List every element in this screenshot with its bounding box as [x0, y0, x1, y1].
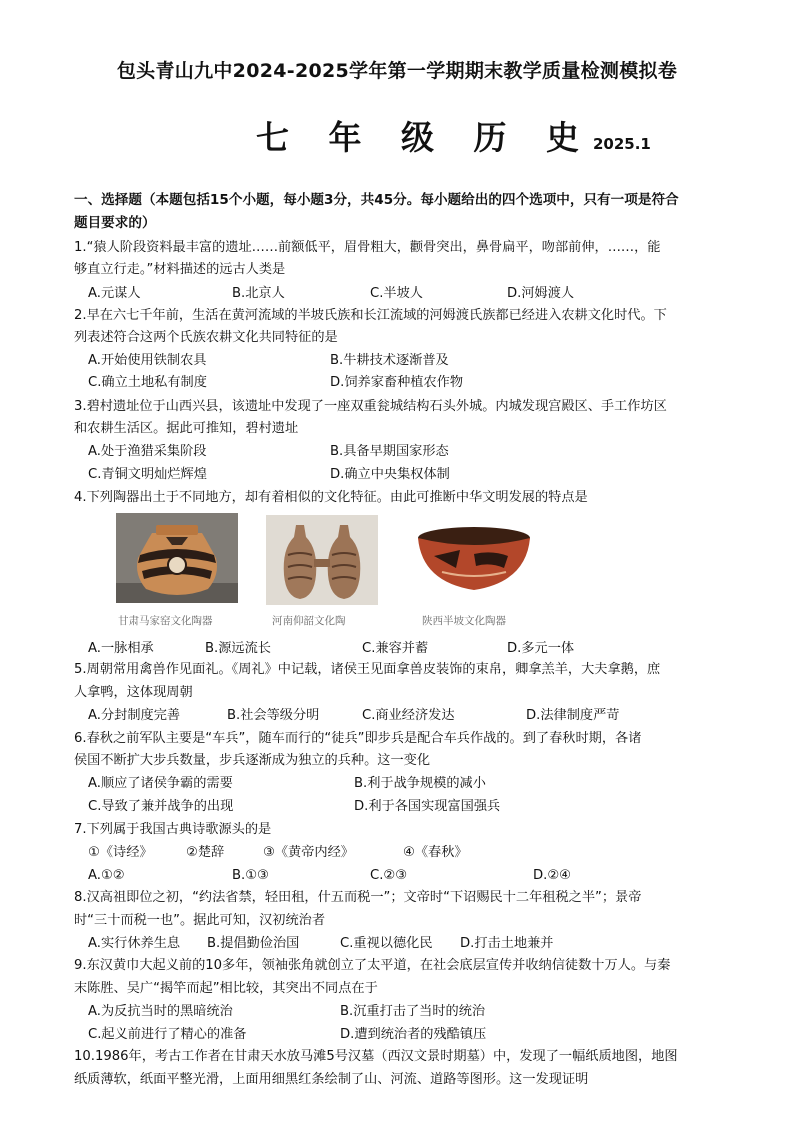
q4-stem-line1: 4.下列陶器出土于不同地方，却有着相似的文化特征。由此可推断中华文明发展的特点是: [74, 490, 588, 505]
q1-option-d[interactable]: D.河姆渡人: [507, 286, 575, 301]
section-heading-line2: 题目要求的）: [74, 215, 156, 231]
q3-option-c[interactable]: C.青铜文明灿烂辉煌: [88, 467, 207, 482]
q6-option-c[interactable]: C.导致了兼并战争的出现: [88, 799, 234, 814]
q4-option-d[interactable]: D.多元一体: [507, 641, 575, 656]
q4-option-c[interactable]: C.兼容并蓄: [362, 641, 429, 656]
exam-date: 2025.1: [592, 135, 651, 153]
q6-stem-line1: 6.春秋之前军队主要是“车兵”，随车而行的“徒兵”即步兵是配合车兵作战的。到了春秋时期，各诸: [74, 731, 642, 746]
q5-option-d[interactable]: D.法律制度严苛: [526, 708, 620, 723]
q2-stem-line2: 列表述符合这两个氏族农耕文化共同特征的是: [74, 330, 338, 345]
q7-option-a[interactable]: A.①②: [88, 868, 125, 883]
q7-item-2: ②楚辞: [186, 845, 225, 860]
q8-option-c[interactable]: C.重视以德化民: [340, 936, 433, 951]
q6-stem-line2: 侯国不断扩大步兵数量，步兵逐渐成为独立的兵种。这一变化: [74, 753, 431, 768]
q4-caption-yangshao: 河南仰韶文化陶: [272, 615, 346, 627]
subject-title: [256, 112, 651, 159]
q2-option-b[interactable]: B.牛耕技术逐渐普及: [330, 353, 449, 368]
q2-stem-line1: 2.早在六七千年前，生活在黄河流域的半坡氏族和长江流域的河姆渡氏族都已经进入农耕文化时代。下: [74, 308, 667, 323]
q1-stem-line1: 1.“猿人阶段资料最丰富的遗址……前额低平，眉骨粗大，颧骨突出，鼻骨扁平，吻部前伸，……，能: [74, 240, 661, 255]
q3-option-d[interactable]: D.确立中央集权体制: [330, 467, 450, 482]
q7-item-1: ①《诗经》: [88, 845, 153, 860]
q7-option-c[interactable]: C.②③: [370, 868, 408, 883]
q1-stem-line2: 够直立行走。”材料描述的远古人类是: [74, 262, 286, 277]
q2-option-c[interactable]: C.确立土地私有制度: [88, 375, 207, 390]
q5-option-c[interactable]: C.商业经济发达: [362, 708, 455, 723]
q8-stem-line2: 时“三十而税一也”。据此可知，汉初统治者: [74, 913, 326, 928]
q2-option-d[interactable]: D.饲养家畜种植农作物: [330, 375, 464, 390]
q8-option-b[interactable]: B.提倡勤俭治国: [207, 936, 300, 951]
q7-option-b[interactable]: B.①③: [232, 868, 269, 883]
q5-option-a[interactable]: A.分封制度完善: [88, 708, 181, 723]
q1-option-a[interactable]: A.元谋人: [88, 286, 141, 301]
q9-stem-line2: 末陈胜、吴广“揭竿而起”相比较，其突出不同点在于: [74, 981, 378, 996]
q6-option-a[interactable]: A.顺应了诸侯争霸的需要: [88, 776, 233, 791]
q4-caption-banpo: 陕西半坡文化陶器: [422, 615, 506, 627]
q7-item-4: ④《春秋》: [403, 845, 468, 860]
q3-option-b[interactable]: B.具备早期国家形态: [330, 444, 449, 459]
q2-option-a[interactable]: A.开始使用铁制农具: [88, 353, 207, 368]
section-heading-line1: 一、选择题（本题包括15个小题，每小题3分，共45分。每小题给出的四个选项中，只有一项是符合: [74, 192, 679, 208]
q3-stem-line2: 和农耕生活区。据此可推知，碧村遗址: [74, 421, 299, 436]
school-title: 包头青山九中2024-2025学年第一学期期末教学质量检测模拟卷: [116, 60, 678, 82]
q4-option-b[interactable]: B.源远流长: [205, 641, 271, 656]
q7-stem-line1: 7.下列属于我国古典诗歌源头的是: [74, 822, 272, 837]
q9-option-c[interactable]: C.起义前进行了精心的准备: [88, 1027, 247, 1042]
q9-option-d[interactable]: D.遭到统治者的残酷镇压: [340, 1027, 487, 1042]
q4-option-a[interactable]: A.一脉相承: [88, 641, 154, 656]
q8-stem-line1: 8.汉高祖即位之初，“约法省禁，轻田租，什五而税一”；文帝时“下诏赐民十二年租税之半”；景帝: [74, 890, 642, 905]
subject-title-text: 七 年 级 历 史: [256, 118, 593, 157]
q1-option-b[interactable]: B.北京人: [232, 286, 285, 301]
q10-stem-line1: 10.1986年，考古工作者在甘肃天水放马滩5号汉墓（西汉文景时期墓）中，发现了一幅纸质地图，地图: [74, 1049, 678, 1064]
q9-stem-line1: 9.东汉黄巾大起义前的10多年，领袖张角就创立了太平道，在社会底层宣传并收纳信徒数十万人。与秦: [74, 958, 671, 973]
q5-stem-line2: 人拿鸭，这体现周朝: [74, 685, 193, 700]
q9-option-a[interactable]: A.为反抗当时的黑暗统治: [88, 1004, 233, 1019]
q10-stem-line2: 纸质薄软，纸面平整光滑，上面用细黑红条绘制了山、河流、道路等图形。这一发现证明: [74, 1072, 589, 1087]
yangshao-pottery-photo: [266, 515, 378, 605]
majiayao-pottery-photo: [116, 513, 238, 603]
q8-option-a[interactable]: A.实行休养生息: [88, 936, 181, 951]
q5-stem-line1: 5.周朝常用禽兽作见面礼。《周礼》中记载，诸侯王见面拿兽皮装饰的束帛，卿拿羔羊，大夫拿鹅，庶: [74, 662, 661, 677]
q3-option-a[interactable]: A.处于渔猎采集阶段: [88, 444, 207, 459]
q3-stem-line1: 3.碧村遗址位于山西兴县，该遗址中发现了一座双重瓮城结构石头外城。内城发现宫殿区、手工作坊区: [74, 399, 667, 414]
q9-option-b[interactable]: B.沉重打击了当时的统治: [340, 1004, 486, 1019]
q5-option-b[interactable]: B.社会等级分明: [227, 708, 320, 723]
q7-item-3: ③《黄帝内经》: [263, 845, 354, 860]
q4-caption-majiayao: 甘肃马家窑文化陶器: [118, 615, 213, 627]
q6-option-d[interactable]: D.利于各国实现富国强兵: [354, 799, 501, 814]
q1-option-c[interactable]: C.半坡人: [370, 286, 423, 301]
q7-option-d[interactable]: D.②④: [533, 868, 571, 883]
q6-option-b[interactable]: B.利于战争规模的减小: [354, 776, 486, 791]
banpo-pottery-photo: [412, 516, 536, 602]
q8-option-d[interactable]: D.打击土地兼并: [460, 936, 554, 951]
